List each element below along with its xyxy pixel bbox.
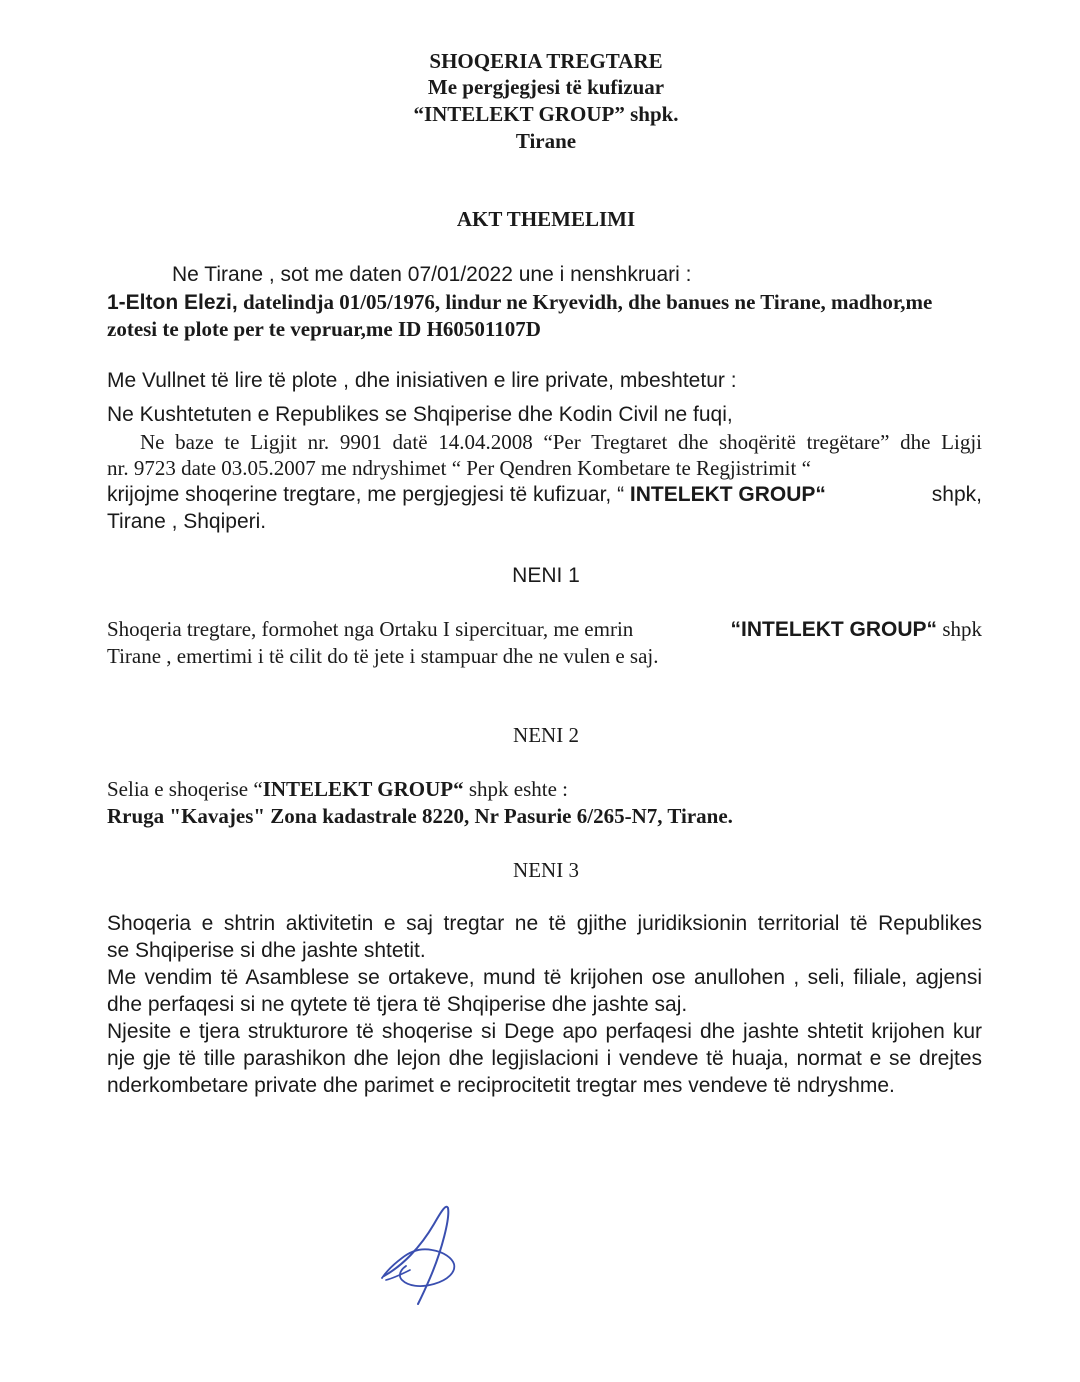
founder-line (107, 288, 932, 317)
liability-heading: Me pergjegjesi të kufizuar (427, 75, 665, 99)
company-creation-prefix: krijojme shoqerine tregtare, me pergjegjesi të kufizuar, “ (107, 483, 630, 506)
article-3-line-5: Njesite e tjera strukturore të shoqerise si Dege apo perfaqesi dhe jashte shtetit krijohen kur (107, 1020, 982, 1043)
article-2-prefix: Selia e shoqerise “ (107, 777, 263, 801)
signature-stroke-2 (382, 1249, 454, 1286)
article-3-line-7: nderkombetare private dhe parimet e reciprocitetit tregtar mes vendeve të ndryshme. (107, 1074, 895, 1097)
company-name-heading: “INTELEKT GROUP” shpk. (413, 102, 679, 126)
company-type-heading: SHOQERIA TREGTARE (429, 49, 663, 73)
article-2-company-name: INTELEKT GROUP“ (262, 777, 464, 801)
article-3-line-3: Me vendim të Asamblese se ortakeve, mund të krijohen ose anullohen , seli, filiale, agjensi (107, 966, 982, 989)
article-1-company-name: “INTELEKT GROUP“ (730, 618, 938, 641)
location-line: Tirane , Shqiperi. (107, 510, 267, 533)
company-creation-line (107, 481, 982, 509)
article-2-heading: NENI 2 (513, 723, 579, 747)
founder-details: datelindja 01/05/1976, lindur ne Kryevidh, dhe banues ne Tirane, madhor,me (237, 290, 933, 314)
article-2-suffix: shpk eshte : (463, 777, 569, 801)
company-creation-text (107, 481, 826, 509)
article-3-heading: NENI 3 (513, 858, 579, 882)
will-statement: Me Vullnet të lire të plote , dhe inisiativen e lire private, mbeshtetur : (107, 369, 737, 392)
article-3-line-1: Shoqeria e shtrin aktivitetin e saj tregtar ne të gjithe juridiksionin territorial të Republikes (107, 912, 982, 935)
article-1-suffix: shpk (937, 617, 982, 641)
article-1-line-2: Tirane , emertimi i të cilit do të jete i stampuar dhe ne vulen e saj. (107, 644, 659, 668)
article-1-prefix: Shoqeria tregtare, formohet nga Ortaku I sipercituar, me emrin (107, 617, 634, 641)
founder-name: 1-Elton Elezi, (107, 291, 238, 314)
article-3-line-6: nje gje të tille parashikon dhe lejon dhe legjislacioni i vendeve të huaja, normat e se drejtes (107, 1047, 982, 1070)
law-reference-line-1: Ne baze te Ligjit nr. 9901 datë 14.04.2008 “Per Tregtaret dhe shoqëritë tregëtare” dhe Ligji (140, 430, 982, 454)
article-3-line-4: dhe perfaqesi si ne qytete të tjera të Shqiperise dhe jashte saj. (107, 993, 688, 1016)
signature-stroke-1 (384, 1207, 448, 1304)
constitution-line: Ne Kushtetuten e Republikes se Shqiperise dhe Kodin Civil ne fuqi, (107, 403, 733, 426)
article-1-company (731, 615, 982, 644)
law-reference-line-2: nr. 9723 date 03.05.2007 me ndryshimet “ Per Qendren Kombetare te Regjistrimit “ (107, 456, 811, 480)
intro-date-line: Ne Tirane , sot me daten 07/01/2022 une i nenshkruari : (172, 263, 692, 286)
article-1-heading: NENI 1 (512, 564, 580, 587)
handwritten-signature (372, 1200, 482, 1310)
company-creation-name: INTELEKT GROUP“ (629, 483, 826, 506)
company-creation-suffix: shpk, (931, 483, 982, 506)
city-heading: Tirane (515, 129, 577, 153)
registered-address: Rruga "Kavajes" Zona kadastrale 8220, Nr Pasurie 6/265-N7, Tirane. (107, 804, 733, 828)
document-title: AKT THEMELIMI (456, 207, 636, 231)
article-1-line-1 (107, 615, 982, 644)
founder-id-line: zotesi te plote per te vepruar,me ID H60501107D (107, 317, 541, 341)
article-3-line-2: se Shqiperise si dhe jashte shtetit. (107, 939, 426, 962)
article-2-line-1 (107, 775, 568, 803)
